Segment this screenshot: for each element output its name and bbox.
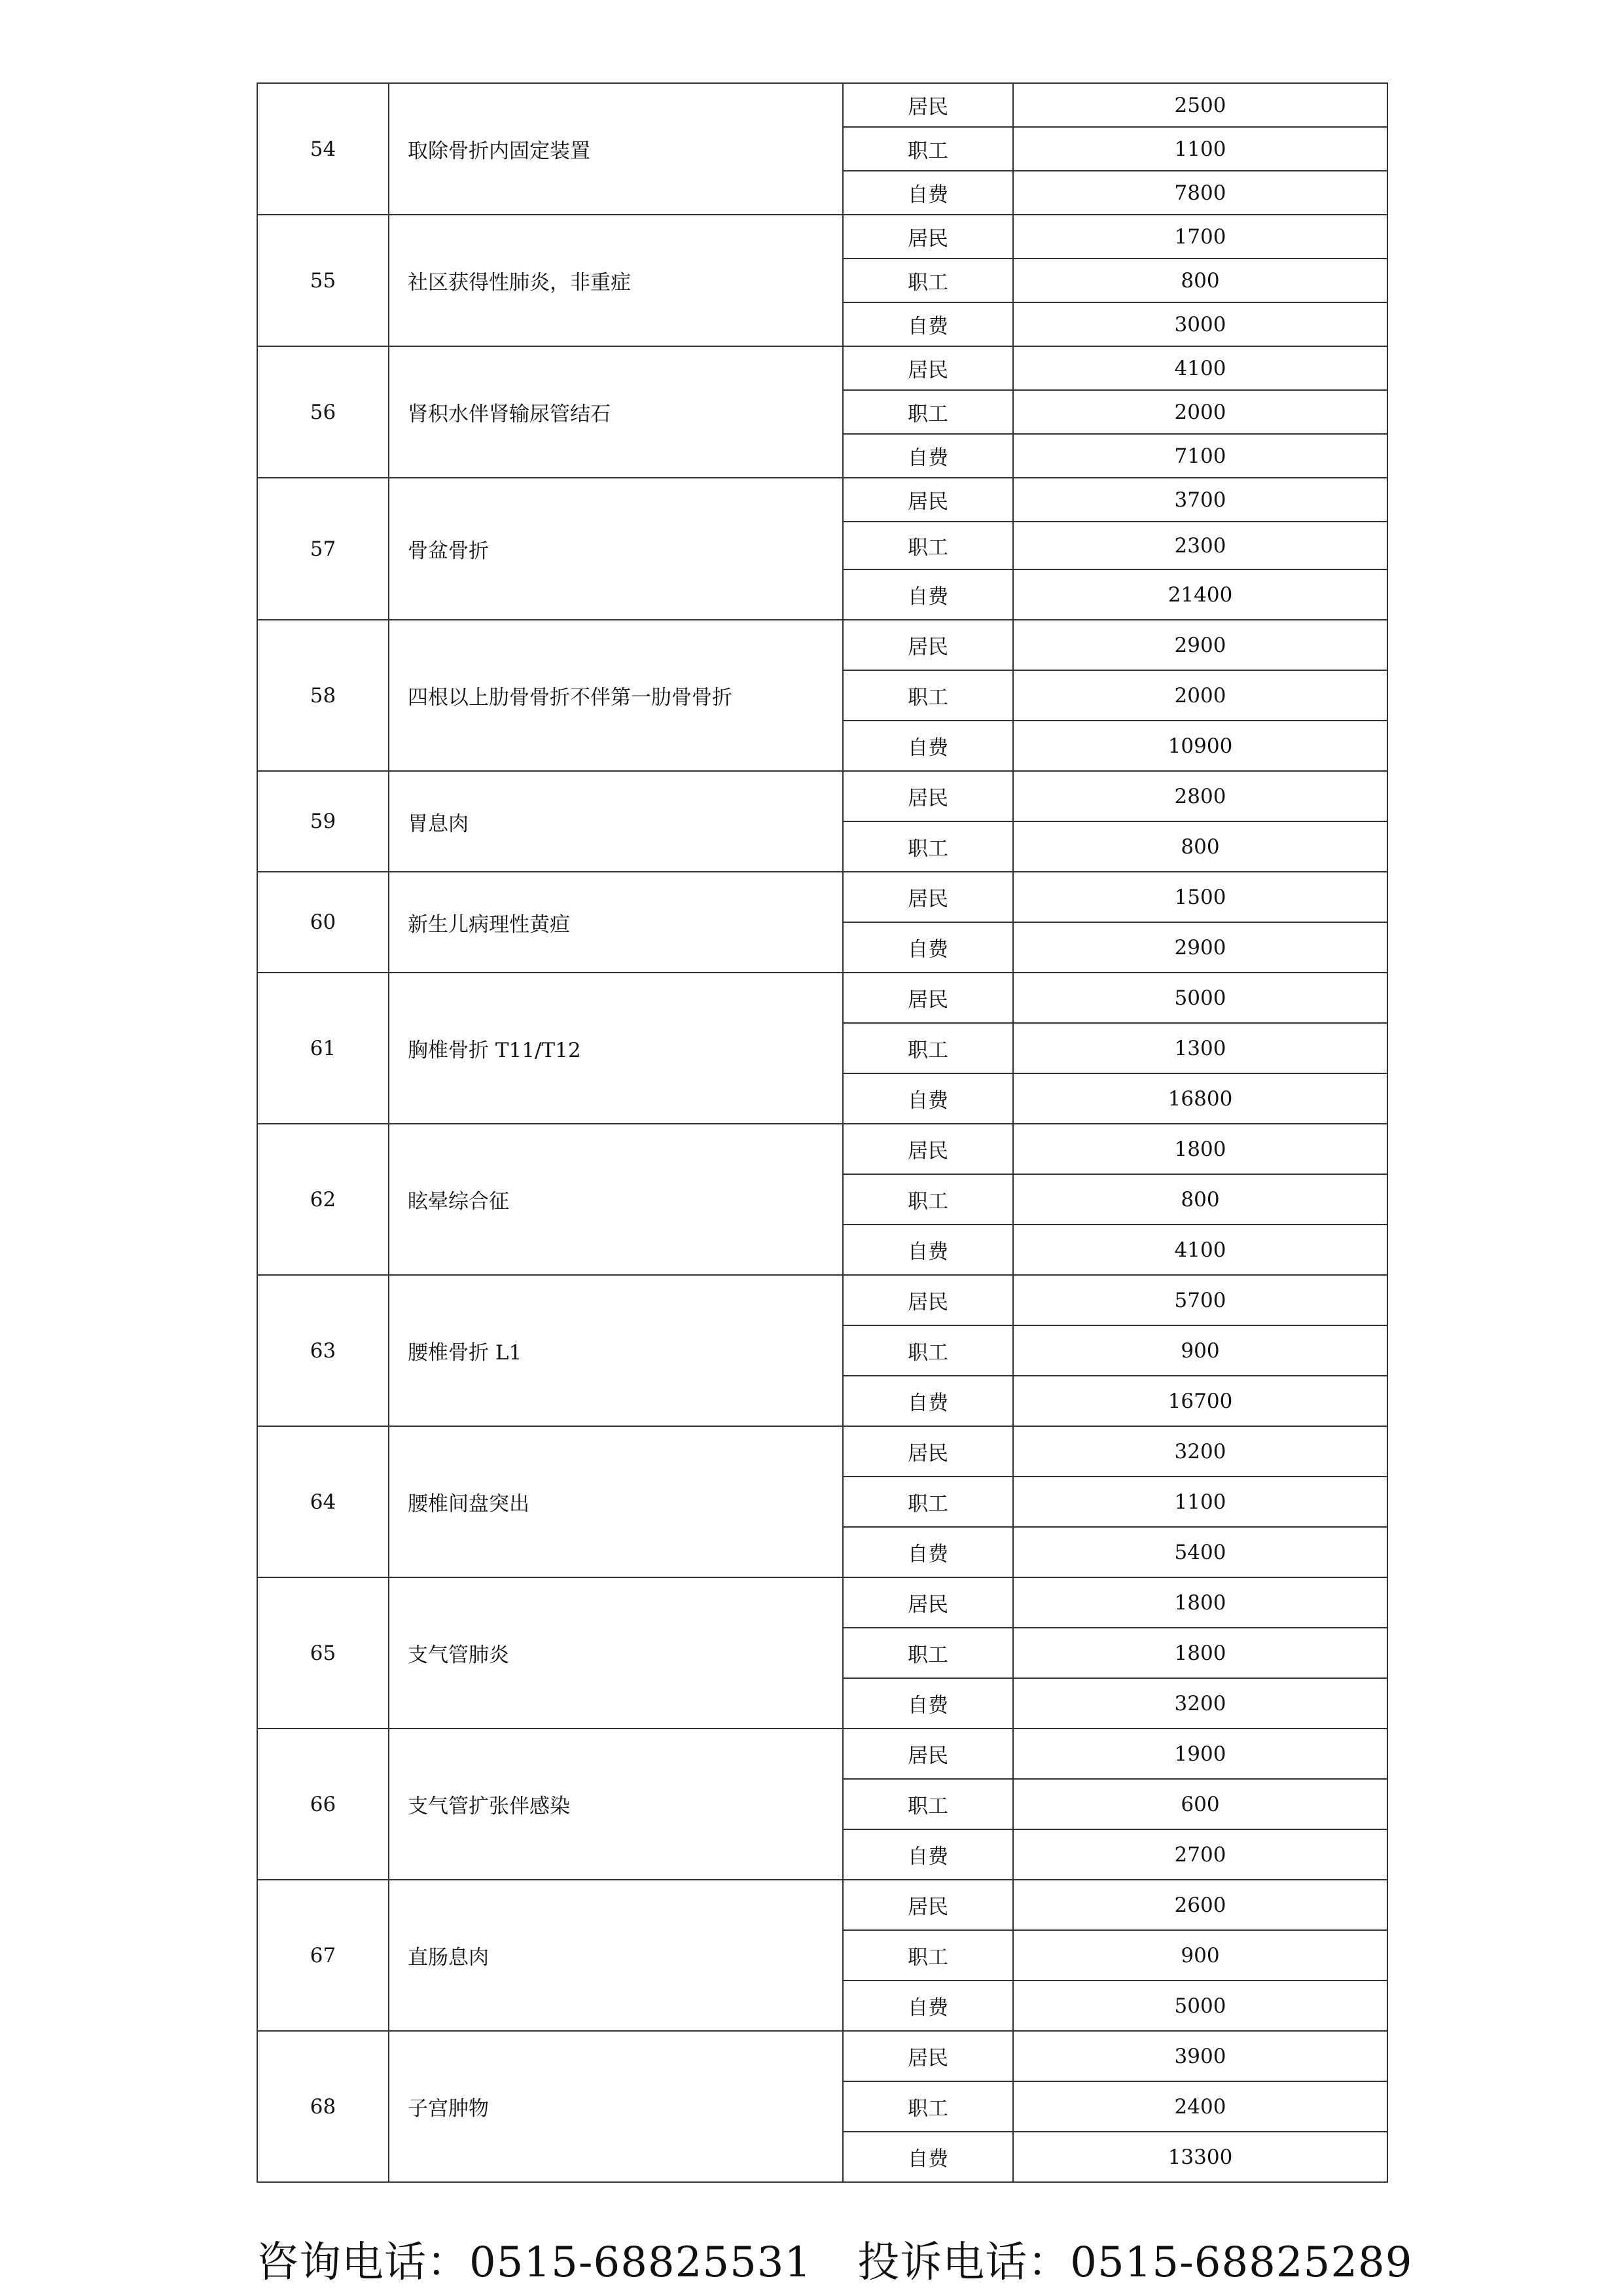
payer-type: 居民 [843,478,1013,522]
fee-amount: 16800 [1013,1073,1387,1124]
row-number: 54 [257,83,389,215]
fee-amount: 1800 [1013,1124,1387,1174]
payer-type: 居民 [843,1880,1013,1930]
payer-type: 居民 [843,1577,1013,1628]
fee-amount: 2500 [1013,83,1387,127]
fee-amount: 2700 [1013,1829,1387,1880]
row-number: 63 [257,1275,389,1426]
payer-type: 居民 [843,973,1013,1023]
fee-amount: 5000 [1013,973,1387,1023]
payer-type: 自费 [843,171,1013,215]
payer-type: 自费 [843,1829,1013,1880]
table-row [257,1577,1387,1628]
table-row [257,771,1387,821]
payer-type: 居民 [843,872,1013,922]
table-row [257,872,1387,922]
consult-phone: 咨询电话：0515-68825531 [257,2238,812,2287]
fee-amount: 800 [1013,259,1387,302]
payer-type: 自费 [843,2132,1013,2182]
fee-amount: 7800 [1013,171,1387,215]
fee-amount: 4100 [1013,1225,1387,1275]
payer-type: 自费 [843,434,1013,478]
fee-amount: 2300 [1013,522,1387,569]
footer-contact [257,2229,1421,2289]
fee-amount: 800 [1013,821,1387,872]
row-number: 64 [257,1426,389,1577]
fee-amount: 16700 [1013,1376,1387,1426]
disease-name: 直肠息肉 [389,1880,843,2031]
fee-amount: 3200 [1013,1426,1387,1477]
payer-type: 职工 [843,1628,1013,1678]
payer-type: 自费 [843,1981,1013,2031]
payer-type: 自费 [843,1527,1013,1577]
fee-amount: 2400 [1013,2081,1387,2132]
fee-amount: 7100 [1013,434,1387,478]
disease-name: 四根以上肋骨骨折不伴第一肋骨骨折 [389,620,843,771]
payer-type: 职工 [843,1174,1013,1225]
table-row [257,478,1387,522]
payer-type: 职工 [843,1477,1013,1527]
fee-amount: 3200 [1013,1678,1387,1729]
row-number: 55 [257,215,389,346]
table-row [257,83,1387,127]
disease-name: 腰椎骨折 L1 [389,1275,843,1426]
fee-amount: 2900 [1013,922,1387,973]
table-row [257,1124,1387,1174]
payer-type: 职工 [843,1930,1013,1981]
fee-amount: 21400 [1013,569,1387,620]
payer-type: 自费 [843,1225,1013,1275]
fee-amount: 5700 [1013,1275,1387,1325]
disease-name: 支气管肺炎 [389,1577,843,1729]
fee-amount: 900 [1013,1930,1387,1981]
table-row [257,1426,1387,1477]
fee-amount: 13300 [1013,2132,1387,2182]
disease-name: 眩晕综合征 [389,1124,843,1275]
fee-amount: 900 [1013,1325,1387,1376]
fee-table-body [257,83,1387,2182]
payer-type: 自费 [843,721,1013,771]
row-number: 60 [257,872,389,973]
disease-name: 胸椎骨折 T11/T12 [389,973,843,1124]
payer-type: 职工 [843,1779,1013,1829]
fee-amount: 2000 [1013,670,1387,721]
fee-amount: 1700 [1013,215,1387,259]
table-row [257,215,1387,259]
fee-amount: 1800 [1013,1577,1387,1628]
disease-name: 子宫肿物 [389,2031,843,2182]
table-row [257,346,1387,390]
payer-type: 职工 [843,127,1013,171]
fee-amount: 4100 [1013,346,1387,390]
fee-amount: 1800 [1013,1628,1387,1678]
table-row [257,1275,1387,1325]
fee-amount: 1100 [1013,127,1387,171]
row-number: 56 [257,346,389,478]
row-number: 57 [257,478,389,620]
payer-type: 居民 [843,1729,1013,1779]
row-number: 62 [257,1124,389,1275]
disease-name: 骨盆骨折 [389,478,843,620]
fee-amount: 5400 [1013,1527,1387,1577]
table-row [257,620,1387,670]
fee-amount: 5000 [1013,1981,1387,2031]
row-number: 58 [257,620,389,771]
fee-amount: 1100 [1013,1477,1387,1527]
payer-type: 自费 [843,1073,1013,1124]
table-row [257,973,1387,1023]
payer-type: 自费 [843,569,1013,620]
payer-type: 职工 [843,522,1013,569]
payer-type: 职工 [843,1325,1013,1376]
fee-amount: 2900 [1013,620,1387,670]
fee-amount: 800 [1013,1174,1387,1225]
payer-type: 居民 [843,215,1013,259]
payer-type: 居民 [843,2031,1013,2081]
payer-type: 居民 [843,1124,1013,1174]
payer-type: 居民 [843,771,1013,821]
payer-type: 居民 [843,1426,1013,1477]
payer-type: 职工 [843,670,1013,721]
row-number: 66 [257,1729,389,1880]
payer-type: 居民 [843,346,1013,390]
row-number: 59 [257,771,389,872]
row-number: 68 [257,2031,389,2182]
fee-amount: 2800 [1013,771,1387,821]
disease-name: 取除骨折内固定装置 [389,83,843,215]
fee-amount: 3700 [1013,478,1387,522]
disease-name: 腰椎间盘突出 [389,1426,843,1577]
payer-type: 居民 [843,1275,1013,1325]
row-number: 61 [257,973,389,1124]
disease-name: 新生儿病理性黄疸 [389,872,843,973]
payer-type: 自费 [843,1376,1013,1426]
disease-name: 胃息肉 [389,771,843,872]
payer-type: 自费 [843,1678,1013,1729]
fee-amount: 600 [1013,1779,1387,1829]
disease-name: 社区获得性肺炎，非重症 [389,215,843,346]
table-row [257,2031,1387,2081]
payer-type: 自费 [843,302,1013,346]
payer-type: 居民 [843,83,1013,127]
disease-name: 肾积水伴肾输尿管结石 [389,346,843,478]
payer-type: 职工 [843,821,1013,872]
fee-table [257,82,1388,2183]
fee-amount: 1500 [1013,872,1387,922]
payer-type: 自费 [843,922,1013,973]
disease-name: 支气管扩张伴感染 [389,1729,843,1880]
table-row [257,1729,1387,1779]
payer-type: 职工 [843,259,1013,302]
row-number: 67 [257,1880,389,2031]
fee-amount: 3000 [1013,302,1387,346]
table-row [257,1880,1387,1930]
fee-amount: 2000 [1013,390,1387,434]
fee-amount: 3900 [1013,2031,1387,2081]
fee-amount: 1300 [1013,1023,1387,1073]
payer-type: 职工 [843,390,1013,434]
fee-amount: 2600 [1013,1880,1387,1930]
fee-amount: 1900 [1013,1729,1387,1779]
payer-type: 居民 [843,620,1013,670]
fee-amount: 10900 [1013,721,1387,771]
payer-type: 职工 [843,2081,1013,2132]
payer-type: 职工 [843,1023,1013,1073]
row-number: 65 [257,1577,389,1729]
complaint-phone: 投诉电话：0515-68825289 [857,2238,1413,2287]
